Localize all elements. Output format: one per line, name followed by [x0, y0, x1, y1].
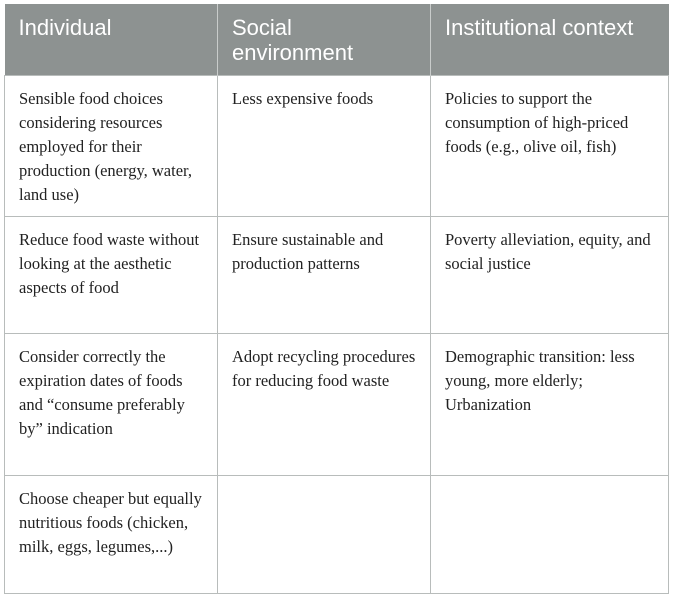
cell-individual: Choose cheaper but equally nutritious foods (chicken, milk, eggs, legumes,...) — [5, 476, 218, 594]
cell-social: Adopt recycling procedures for reducing food waste — [218, 334, 431, 476]
header-social-environment: Social environment — [218, 4, 431, 76]
cell-social — [218, 476, 431, 594]
header-row — [5, 4, 669, 76]
cell-individual: Consider correctly the expiration dates of foods and “consume preferably by” indication — [5, 334, 218, 476]
cell-individual: Reduce food waste without looking at the aesthetic aspects of food — [5, 217, 218, 334]
table-row — [5, 334, 669, 476]
cell-social: Less expensive foods — [218, 76, 431, 217]
cell-individual: Sensible food choices considering resources employed for their production (energy, water, land use) — [5, 76, 218, 217]
table-row — [5, 476, 669, 594]
cell-social: Ensure sustainable and production patterns — [218, 217, 431, 334]
table-row — [5, 217, 669, 334]
table-row — [5, 76, 669, 217]
cell-institutional: Demographic transition: less young, more elderly; Urbanization — [431, 334, 669, 476]
header-individual: Individual — [5, 4, 218, 76]
strategies-table — [4, 4, 669, 594]
cell-institutional — [431, 476, 669, 594]
header-institutional-context: Institutional context — [431, 4, 669, 76]
cell-institutional: Poverty alleviation, equity, and social justice — [431, 217, 669, 334]
cell-institutional: Policies to support the consumption of high-priced foods (e.g., olive oil, fish) — [431, 76, 669, 217]
